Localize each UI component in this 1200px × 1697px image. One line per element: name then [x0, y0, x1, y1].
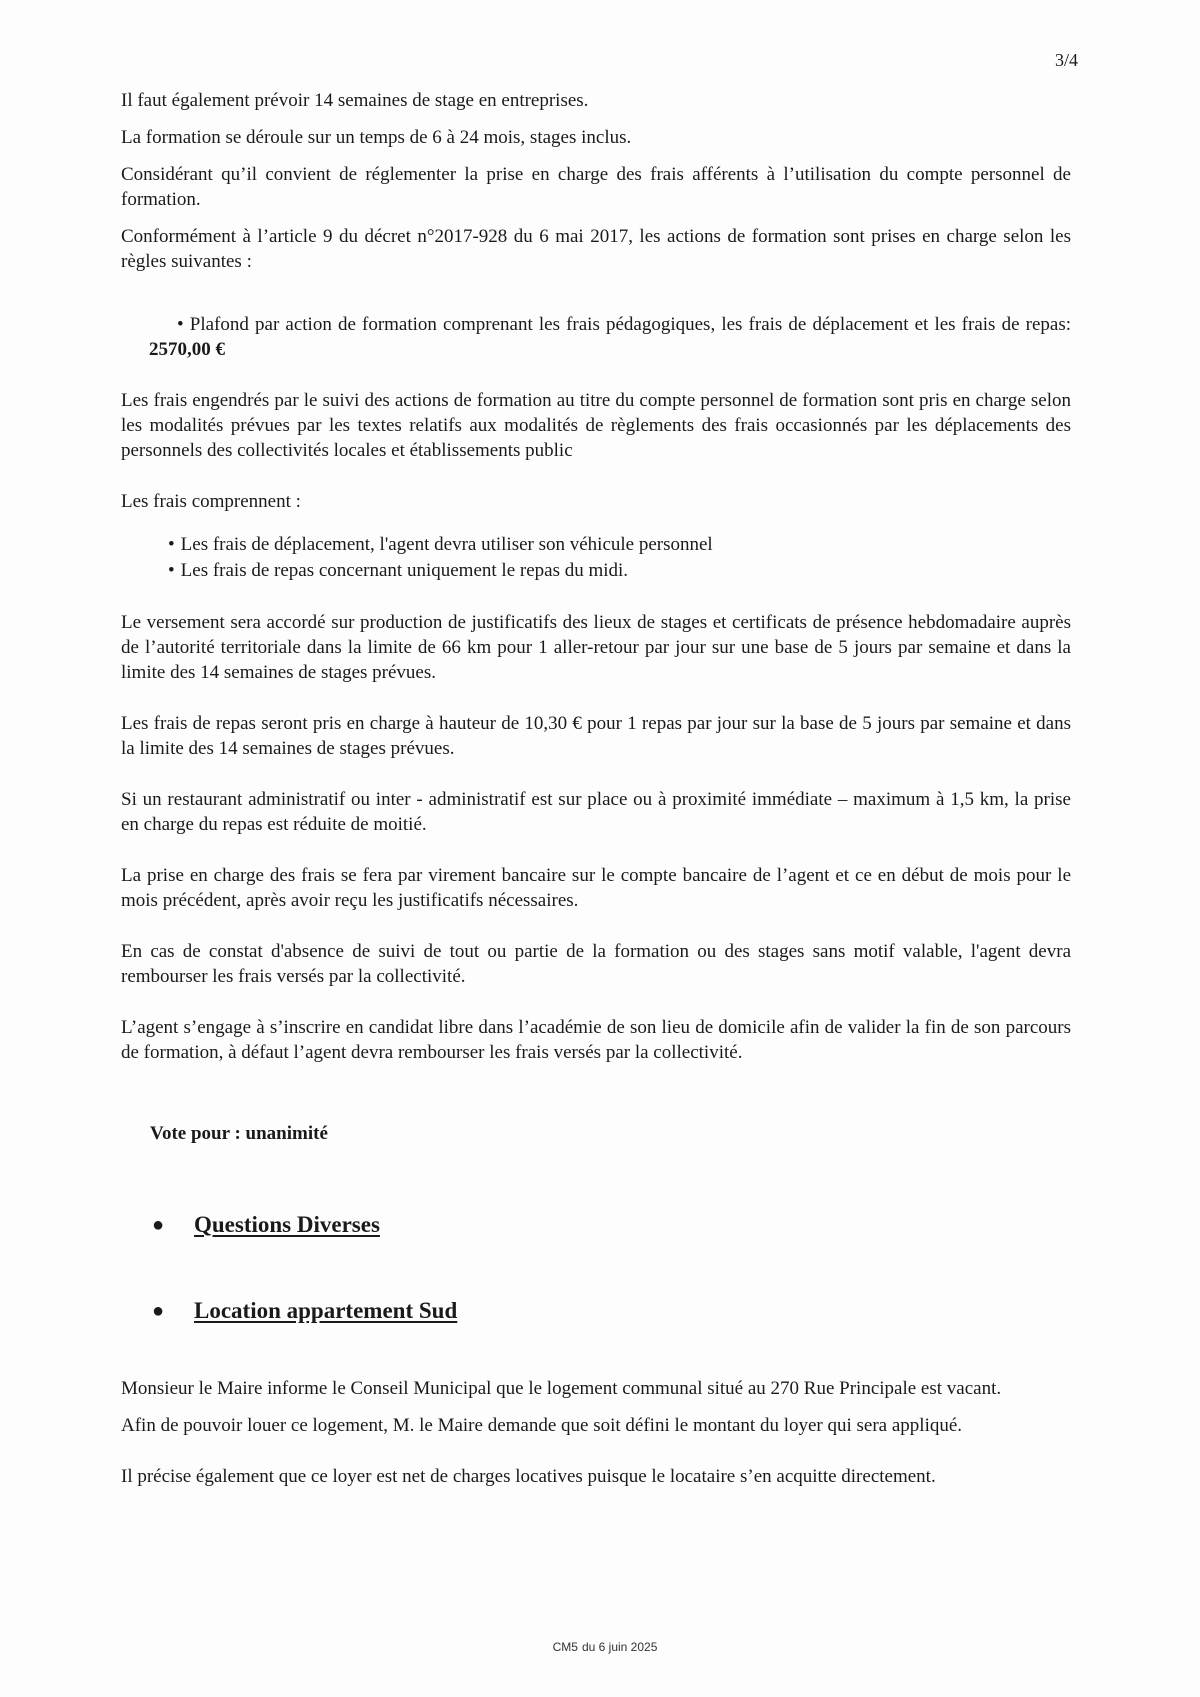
heading-title: Location appartement Sud [194, 1298, 458, 1323]
paragraph-duree: La formation se déroule sur un temps de 6 à 24 mois, stages inclus. [121, 127, 632, 148]
paragraph-virement: La prise en charge des frais se fera par virement bancaire sur le compte bancaire de l’agent et ce en début de mois pour le mois précédent, après avoir reçu les justificatifs nécessaires. [121, 865, 1071, 911]
bullet-glyph: • [168, 560, 175, 581]
paragraph-considerant: Considérant qu’il convient de réglementer la prise en charge des frais afférents à l’utilisation du compte personnel de formation. [121, 164, 1071, 210]
list-item-text: Les frais de repas concernant uniquement le repas du midi. [180, 560, 629, 581]
footer-code: CM5 [552, 1640, 578, 1654]
paragraph-engagement: L’agent s’engage à s’inscrire en candidat libre dans l’académie de son lieu de domicile afin de valider la fin de son parcours de formation, à défaut l’agent devra rembourser les frais versés par la collectivité. [121, 1017, 1071, 1063]
paragraph-frais-repas: Les frais de repas seront pris en charge à hauteur de 10,30 € pour 1 repas par jour sur la base de 5 jours par semaine et dans la limite des 14 semaines de stages prévues. [121, 713, 1071, 759]
heading-title: Questions Diverses [194, 1212, 380, 1237]
footer-date: du 6 juin 2025 [581, 1640, 658, 1654]
paragraph-absence: En cas de constat d'absence de suivi de tout ou partie de la formation ou des stages sans motif valable, l'agent devra rembourser les frais versés par la collectivité. [121, 941, 1071, 987]
heading-bullet: ● [152, 1300, 165, 1322]
paragraph-restaurant: Si un restaurant administratif ou inter - administratif est sur place ou à proximité immédiate – maximum à 1,5 km, la prise en charge du repas est réduite de moitié. [121, 789, 1071, 835]
bullet-glyph: • [168, 534, 175, 555]
plafond-text: Plafond par action de formation comprenant les frais pédagogiques, les frais de déplacement et les frais de repas: [189, 314, 1071, 335]
page-footer [0, 1640, 1200, 1654]
paragraph-frais-engendres: Les frais engendrés par le suivi des actions de formation au titre du compte personnel de formation sont pris en charge selon les modalités prévues par les textes relatifs aux modalités de règlements des frais occasionnés par les déplacements des personnels des collectivités locales et établissements public [121, 390, 1071, 461]
frais-list [168, 532, 1071, 584]
paragraph-logement-vacant: Monsieur le Maire informe le Conseil Municipal que le logement communal situé au 270 Rue Principale est vacant. [121, 1378, 1002, 1399]
list-item [168, 558, 1071, 584]
page-number: 3/4 [1055, 50, 1079, 70]
section-heading-location [121, 1296, 1071, 1326]
paragraph-versement: Le versement sera accordé sur production de justificatifs des lieux de stages et certificats de présence hebdomadaire auprès de l’autorité territoriale dans la limite de 66 km pour 1 aller-retour par jour sur une base de 5 jours par semaine et dans la limite des 14 semaines de stages prévues. [121, 612, 1071, 683]
paragraph-frais-comprennent: Les frais comprennent : [121, 491, 301, 512]
list-item [168, 532, 1071, 558]
plafond-bullet: • [177, 314, 184, 335]
paragraph-charges: Il précise également que ce loyer est net de charges locatives puisque le locataire s’en acquitte directement. [121, 1466, 936, 1487]
list-item-text: Les frais de déplacement, l'agent devra utiliser son véhicule personnel [180, 534, 713, 555]
document-body [121, 88, 1071, 1489]
paragraph-conformement: Conformément à l’article 9 du décret n°2017-928 du 6 mai 2017, les actions de formation sont prises en charge selon les règles suivantes : [121, 226, 1071, 272]
paragraph-stage: Il faut également prévoir 14 semaines de stage en entreprises. [121, 90, 589, 111]
vote-result: Vote pour : unanimité [150, 1123, 328, 1144]
paragraph-montant-loyer: Afin de pouvoir louer ce logement, M. le Maire demande que soit défini le montant du loyer qui sera appliqué. [121, 1415, 963, 1436]
section-heading-questions [121, 1210, 1071, 1240]
heading-bullet: ● [152, 1214, 165, 1236]
plafond-item [121, 312, 1071, 362]
plafond-amount: 2570,00 € [149, 339, 225, 360]
